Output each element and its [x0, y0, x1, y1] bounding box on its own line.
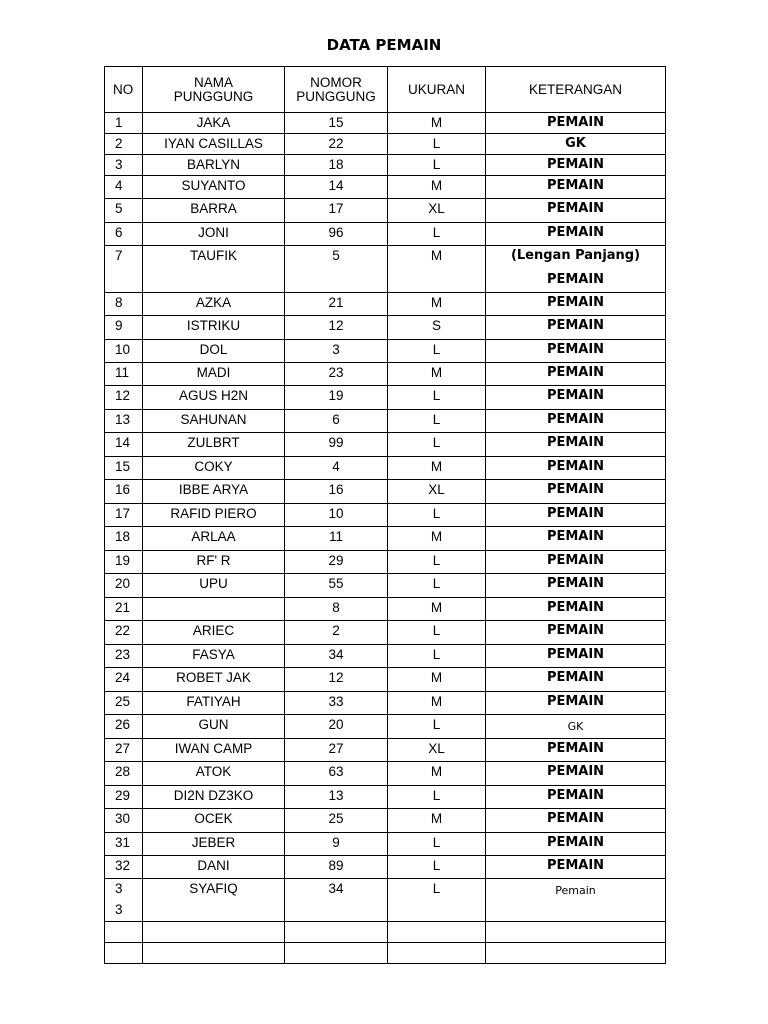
- header-nomor-line1: NOMOR: [310, 74, 362, 90]
- cell-keterangan-text: PEMAIN: [546, 600, 605, 615]
- cell-keterangan-text: PEMAIN: [546, 342, 605, 357]
- cell-ukuran: M: [388, 363, 486, 386]
- cell-no: [105, 293, 143, 316]
- cell-nomor: 9: [285, 833, 388, 856]
- cell-no-text: 15: [115, 459, 131, 474]
- table-row: [105, 410, 666, 433]
- cell-no: [105, 386, 143, 410]
- cell-nomor: 8: [285, 598, 388, 621]
- cell-keterangan-text: PEMAIN: [546, 835, 605, 850]
- cell-ukuran: L: [388, 134, 486, 155]
- cell-nama: BARLYN: [143, 155, 285, 176]
- table-row: [105, 155, 666, 176]
- table-row: [105, 668, 666, 692]
- cell-nomor: 63: [285, 762, 388, 786]
- cell-keterangan-text: PEMAIN: [546, 670, 605, 685]
- cell-no: [105, 668, 143, 692]
- cell-no: [105, 363, 143, 386]
- cell-nama: ISTRIKU: [143, 316, 285, 340]
- table-row: [105, 551, 666, 574]
- cell-keterangan-text: GK: [567, 720, 584, 733]
- cell-no: [105, 739, 143, 762]
- cell-no-text: 25: [115, 694, 131, 709]
- cell-no-text: 31: [115, 835, 131, 850]
- table-row: [105, 433, 666, 457]
- cell-ukuran: L: [388, 645, 486, 668]
- cell-nama: RF' R: [143, 551, 285, 574]
- cell-nama: OCEK: [143, 809, 285, 833]
- cell-nama: JONI: [143, 223, 285, 246]
- table-row: [105, 246, 666, 293]
- cell-no: [105, 598, 143, 621]
- table-row: [105, 113, 666, 134]
- cell-keterangan: [486, 386, 666, 410]
- cell-nama: SUYANTO: [143, 176, 285, 199]
- cell-ukuran: [388, 922, 486, 943]
- table-row: [105, 223, 666, 246]
- header-keterangan: KETERANGAN: [486, 67, 666, 113]
- cell-no: [105, 645, 143, 668]
- cell-no: [105, 809, 143, 833]
- cell-keterangan-text: PEMAIN: [546, 741, 605, 756]
- cell-no: [105, 480, 143, 504]
- table-row: [105, 340, 666, 363]
- cell-nomor: 4: [285, 457, 388, 480]
- header-ukuran: UKURAN: [388, 67, 486, 113]
- cell-keterangan-text: PEMAIN: [546, 459, 605, 474]
- cell-ukuran: M: [388, 598, 486, 621]
- header-nama-punggung: [143, 67, 285, 113]
- cell-no: [105, 340, 143, 363]
- cell-keterangan: [486, 223, 666, 246]
- cell-nama: DI2N DZ3KO: [143, 786, 285, 809]
- table-row: [105, 786, 666, 809]
- cell-no-text: 16: [115, 482, 131, 497]
- cell-keterangan-text: PEMAIN: [546, 764, 605, 779]
- cell-keterangan-text: PEMAIN: [546, 576, 605, 591]
- cell-ukuran: [388, 943, 486, 964]
- table-row: [105, 762, 666, 786]
- cell-keterangan: [486, 833, 666, 856]
- cell-no: [105, 433, 143, 457]
- cell-nomor: 11: [285, 527, 388, 551]
- cell-nomor: 96: [285, 223, 388, 246]
- cell-nama: ARIEC: [143, 621, 285, 645]
- cell-no: [105, 527, 143, 551]
- header-nama-line1: NAMA: [193, 74, 233, 90]
- cell-keterangan: [486, 786, 666, 809]
- cell-nama: AGUS H2N: [143, 386, 285, 410]
- header-nomor-line2: PUNGGUNG: [296, 88, 376, 104]
- cell-keterangan-text: PEMAIN: [546, 178, 605, 193]
- cell-no-text: 4: [115, 178, 123, 193]
- cell-ukuran: M: [388, 176, 486, 199]
- table-row: [105, 363, 666, 386]
- cell-no-text: 26: [115, 717, 131, 732]
- cell-ukuran: L: [388, 504, 486, 527]
- cell-keterangan: [486, 598, 666, 621]
- cell-ukuran: L: [388, 551, 486, 574]
- cell-keterangan: [486, 551, 666, 574]
- cell-nama: DANI: [143, 856, 285, 879]
- cell-no: [105, 199, 143, 223]
- cell-nomor: 5: [285, 246, 388, 293]
- cell-ukuran: L: [388, 621, 486, 645]
- cell-keterangan: [486, 645, 666, 668]
- cell-nama: [143, 598, 285, 621]
- cell-no-text: 1: [115, 115, 123, 130]
- players-table: [104, 66, 666, 964]
- cell-nama: FASYA: [143, 645, 285, 668]
- cell-nomor: 23: [285, 363, 388, 386]
- cell-keterangan: [486, 480, 666, 504]
- cell-nomor: 12: [285, 316, 388, 340]
- cell-keterangan: [486, 504, 666, 527]
- cell-ukuran: M: [388, 668, 486, 692]
- cell-ukuran: XL: [388, 739, 486, 762]
- cell-no-text: 14: [115, 435, 131, 450]
- cell-keterangan-text-line2: PEMAIN: [546, 272, 605, 287]
- cell-ukuran: L: [388, 155, 486, 176]
- cell-keterangan-text: PEMAIN: [546, 482, 605, 497]
- cell-keterangan: [486, 410, 666, 433]
- table-row: [105, 134, 666, 155]
- cell-keterangan: [486, 809, 666, 833]
- cell-nama: IBBE ARYA: [143, 480, 285, 504]
- cell-nama: AZKA: [143, 293, 285, 316]
- cell-nomor: 27: [285, 739, 388, 762]
- cell-no-text: 29: [115, 788, 131, 803]
- cell-nomor: 12: [285, 668, 388, 692]
- cell-ukuran: M: [388, 246, 486, 293]
- cell-nama: IYAN CASILLAS: [143, 134, 285, 155]
- cell-no-text: 22: [115, 623, 131, 638]
- cell-ukuran: M: [388, 113, 486, 134]
- cell-keterangan-text: (Lengan Panjang): [510, 248, 641, 263]
- cell-nomor: 3: [285, 340, 388, 363]
- cell-no: [105, 762, 143, 786]
- cell-keterangan-text: PEMAIN: [546, 318, 605, 333]
- table-row: [105, 833, 666, 856]
- cell-no: [105, 134, 143, 155]
- cell-keterangan: [486, 762, 666, 786]
- cell-ukuran: L: [388, 386, 486, 410]
- table-row: [105, 739, 666, 762]
- cell-nomor: 16: [285, 480, 388, 504]
- cell-ukuran: L: [388, 340, 486, 363]
- cell-nomor: 29: [285, 551, 388, 574]
- cell-keterangan: [486, 199, 666, 223]
- cell-ukuran: XL: [388, 199, 486, 223]
- cell-no: [105, 155, 143, 176]
- table-row: [105, 645, 666, 668]
- cell-no-text: 30: [115, 811, 131, 826]
- table-row: [105, 386, 666, 410]
- cell-nama: GUN: [143, 715, 285, 739]
- cell-nomor: [285, 922, 388, 943]
- table-row: [105, 879, 666, 922]
- table-row: [105, 809, 666, 833]
- cell-nama: MADI: [143, 363, 285, 386]
- cell-no: [105, 176, 143, 199]
- cell-no-text: 12: [115, 388, 131, 403]
- cell-keterangan-text: PEMAIN: [546, 647, 605, 662]
- cell-ukuran: S: [388, 316, 486, 340]
- header-nomor-punggung: [285, 67, 388, 113]
- cell-keterangan: [486, 293, 666, 316]
- cell-keterangan-text: PEMAIN: [546, 365, 605, 380]
- table-row: [105, 598, 666, 621]
- cell-ukuran: M: [388, 809, 486, 833]
- table-header-row: [105, 67, 666, 113]
- cell-nama: UPU: [143, 574, 285, 598]
- cell-no-text: 23: [115, 647, 131, 662]
- cell-keterangan-text: PEMAIN: [546, 295, 605, 310]
- cell-nomor: 25: [285, 809, 388, 833]
- cell-no: [105, 551, 143, 574]
- cell-no-text: 8: [115, 295, 123, 310]
- cell-keterangan: [486, 922, 666, 943]
- cell-nomor: 2: [285, 621, 388, 645]
- cell-no-text: 11: [115, 365, 130, 380]
- cell-nama: FATIYAH: [143, 692, 285, 715]
- cell-keterangan-text: PEMAIN: [546, 694, 605, 709]
- cell-nama: [143, 943, 285, 964]
- cell-keterangan: [486, 113, 666, 134]
- cell-nama: SAHUNAN: [143, 410, 285, 433]
- cell-keterangan-text: PEMAIN: [546, 858, 605, 873]
- cell-nomor: 10: [285, 504, 388, 527]
- cell-no-text: 2: [115, 136, 123, 151]
- cell-no-text: 3: [115, 881, 123, 896]
- cell-keterangan: [486, 155, 666, 176]
- cell-nomor: 15: [285, 113, 388, 134]
- cell-keterangan-text: PEMAIN: [546, 788, 605, 803]
- cell-keterangan: [486, 574, 666, 598]
- cell-no-text: 13: [115, 412, 131, 427]
- table-row: [105, 480, 666, 504]
- cell-keterangan: [486, 134, 666, 155]
- cell-nomor: [285, 943, 388, 964]
- cell-no-text: 9: [115, 318, 123, 333]
- cell-no-text: 6: [115, 225, 123, 240]
- cell-nama: IWAN CAMP: [143, 739, 285, 762]
- cell-keterangan: [486, 943, 666, 964]
- cell-nama: JAKA: [143, 113, 285, 134]
- cell-nomor: 34: [285, 879, 388, 922]
- cell-nomor: 19: [285, 386, 388, 410]
- cell-nomor: 17: [285, 199, 388, 223]
- cell-nomor: 22: [285, 134, 388, 155]
- cell-nama: [143, 922, 285, 943]
- cell-no-text: 19: [115, 553, 131, 568]
- page-title: DATA PEMAIN: [326, 36, 442, 54]
- table-row: [105, 316, 666, 340]
- cell-keterangan-text: PEMAIN: [546, 388, 605, 403]
- cell-no-text: 3: [115, 157, 123, 172]
- cell-keterangan: [486, 621, 666, 645]
- cell-keterangan: [486, 457, 666, 480]
- header-no: NO: [105, 67, 143, 113]
- cell-ukuran: L: [388, 410, 486, 433]
- cell-keterangan: [486, 433, 666, 457]
- cell-no-text: 10: [115, 342, 131, 357]
- cell-no-text: 7: [115, 248, 123, 263]
- table-row: [105, 692, 666, 715]
- cell-nomor: 89: [285, 856, 388, 879]
- cell-nomor: 20: [285, 715, 388, 739]
- cell-ukuran: L: [388, 433, 486, 457]
- table-row: [105, 574, 666, 598]
- cell-no-text: 21: [115, 600, 131, 615]
- cell-nomor: 33: [285, 692, 388, 715]
- cell-keterangan: [486, 176, 666, 199]
- cell-keterangan: [486, 340, 666, 363]
- cell-keterangan-text: PEMAIN: [546, 435, 605, 450]
- cell-ukuran: M: [388, 762, 486, 786]
- cell-nama: BARRA: [143, 199, 285, 223]
- cell-no: [105, 692, 143, 715]
- cell-no-text: 5: [115, 201, 123, 216]
- cell-no: [105, 504, 143, 527]
- cell-ukuran: L: [388, 223, 486, 246]
- cell-nama: SYAFIQ: [143, 879, 285, 922]
- cell-nomor: 14: [285, 176, 388, 199]
- cell-keterangan: [486, 246, 666, 293]
- cell-ukuran: M: [388, 527, 486, 551]
- cell-no-text: 28: [115, 764, 131, 779]
- cell-no: [105, 715, 143, 739]
- cell-keterangan-text: PEMAIN: [546, 529, 605, 544]
- cell-no: [105, 879, 143, 922]
- cell-nama: ARLAA: [143, 527, 285, 551]
- cell-keterangan: [486, 668, 666, 692]
- cell-no-text: 20: [115, 576, 131, 591]
- cell-nama: ATOK: [143, 762, 285, 786]
- cell-no: [105, 457, 143, 480]
- table-row: [105, 504, 666, 527]
- cell-ukuran: L: [388, 574, 486, 598]
- cell-ukuran: M: [388, 457, 486, 480]
- cell-no-text-line2: 3: [115, 902, 123, 917]
- table-row: [105, 621, 666, 645]
- cell-ukuran: M: [388, 692, 486, 715]
- cell-ukuran: L: [388, 715, 486, 739]
- cell-ukuran: XL: [388, 480, 486, 504]
- cell-ukuran: L: [388, 833, 486, 856]
- cell-nama: ZULBRT: [143, 433, 285, 457]
- cell-keterangan-text: PEMAIN: [546, 811, 605, 826]
- cell-no: [105, 246, 143, 293]
- table-row: [105, 943, 666, 964]
- cell-nama: RAFID PIERO: [143, 504, 285, 527]
- table-row: [105, 527, 666, 551]
- cell-no-text: 17: [115, 506, 131, 521]
- cell-no-text: 24: [115, 670, 131, 685]
- cell-no: [105, 113, 143, 134]
- cell-keterangan: [486, 739, 666, 762]
- cell-keterangan: [486, 527, 666, 551]
- header-nama-line2: PUNGGUNG: [173, 88, 254, 104]
- cell-ukuran: M: [388, 293, 486, 316]
- cell-ukuran: L: [388, 786, 486, 809]
- cell-keterangan-text: PEMAIN: [546, 623, 605, 638]
- cell-keterangan-text: PEMAIN: [546, 201, 605, 216]
- cell-keterangan: [486, 715, 666, 739]
- table-row: [105, 715, 666, 739]
- table-row: [105, 457, 666, 480]
- cell-keterangan: [486, 856, 666, 879]
- cell-keterangan: [486, 316, 666, 340]
- cell-keterangan: [486, 692, 666, 715]
- table-row: [105, 922, 666, 943]
- cell-keterangan-text: PEMAIN: [546, 553, 605, 568]
- cell-no: [105, 574, 143, 598]
- cell-keterangan-text: GK: [565, 136, 586, 151]
- cell-nama: TAUFIK: [143, 246, 285, 293]
- cell-nama: ROBET JAK: [143, 668, 285, 692]
- cell-nomor: 99: [285, 433, 388, 457]
- cell-no: [105, 410, 143, 433]
- cell-keterangan: [486, 879, 666, 922]
- cell-no-text: 18: [115, 529, 131, 544]
- table-row: [105, 293, 666, 316]
- cell-nomor: 6: [285, 410, 388, 433]
- cell-no: [105, 223, 143, 246]
- cell-no: [105, 786, 143, 809]
- cell-no: [105, 922, 143, 943]
- cell-no: [105, 621, 143, 645]
- cell-no: [105, 833, 143, 856]
- table-row: [105, 176, 666, 199]
- cell-no-text: 27: [115, 741, 131, 756]
- table-row: [105, 856, 666, 879]
- table-row: [105, 199, 666, 223]
- cell-nama: JEBER: [143, 833, 285, 856]
- cell-nomor: 21: [285, 293, 388, 316]
- cell-keterangan-text: PEMAIN: [546, 225, 605, 240]
- cell-keterangan-text: PEMAIN: [546, 157, 605, 172]
- cell-nama: COKY: [143, 457, 285, 480]
- cell-keterangan-text: Pemain: [555, 884, 596, 897]
- cell-no: [105, 943, 143, 964]
- cell-keterangan-text: PEMAIN: [546, 506, 605, 521]
- cell-keterangan-text: PEMAIN: [546, 412, 605, 427]
- cell-nomor: 34: [285, 645, 388, 668]
- cell-keterangan-text: PEMAIN: [546, 115, 605, 130]
- cell-nomor: 13: [285, 786, 388, 809]
- cell-no-text: 32: [115, 858, 131, 873]
- cell-no: [105, 316, 143, 340]
- cell-nama: DOL: [143, 340, 285, 363]
- cell-nomor: 18: [285, 155, 388, 176]
- cell-ukuran: L: [388, 856, 486, 879]
- cell-ukuran: L: [388, 879, 486, 922]
- cell-keterangan: [486, 363, 666, 386]
- cell-no: [105, 856, 143, 879]
- cell-nomor: 55: [285, 574, 388, 598]
